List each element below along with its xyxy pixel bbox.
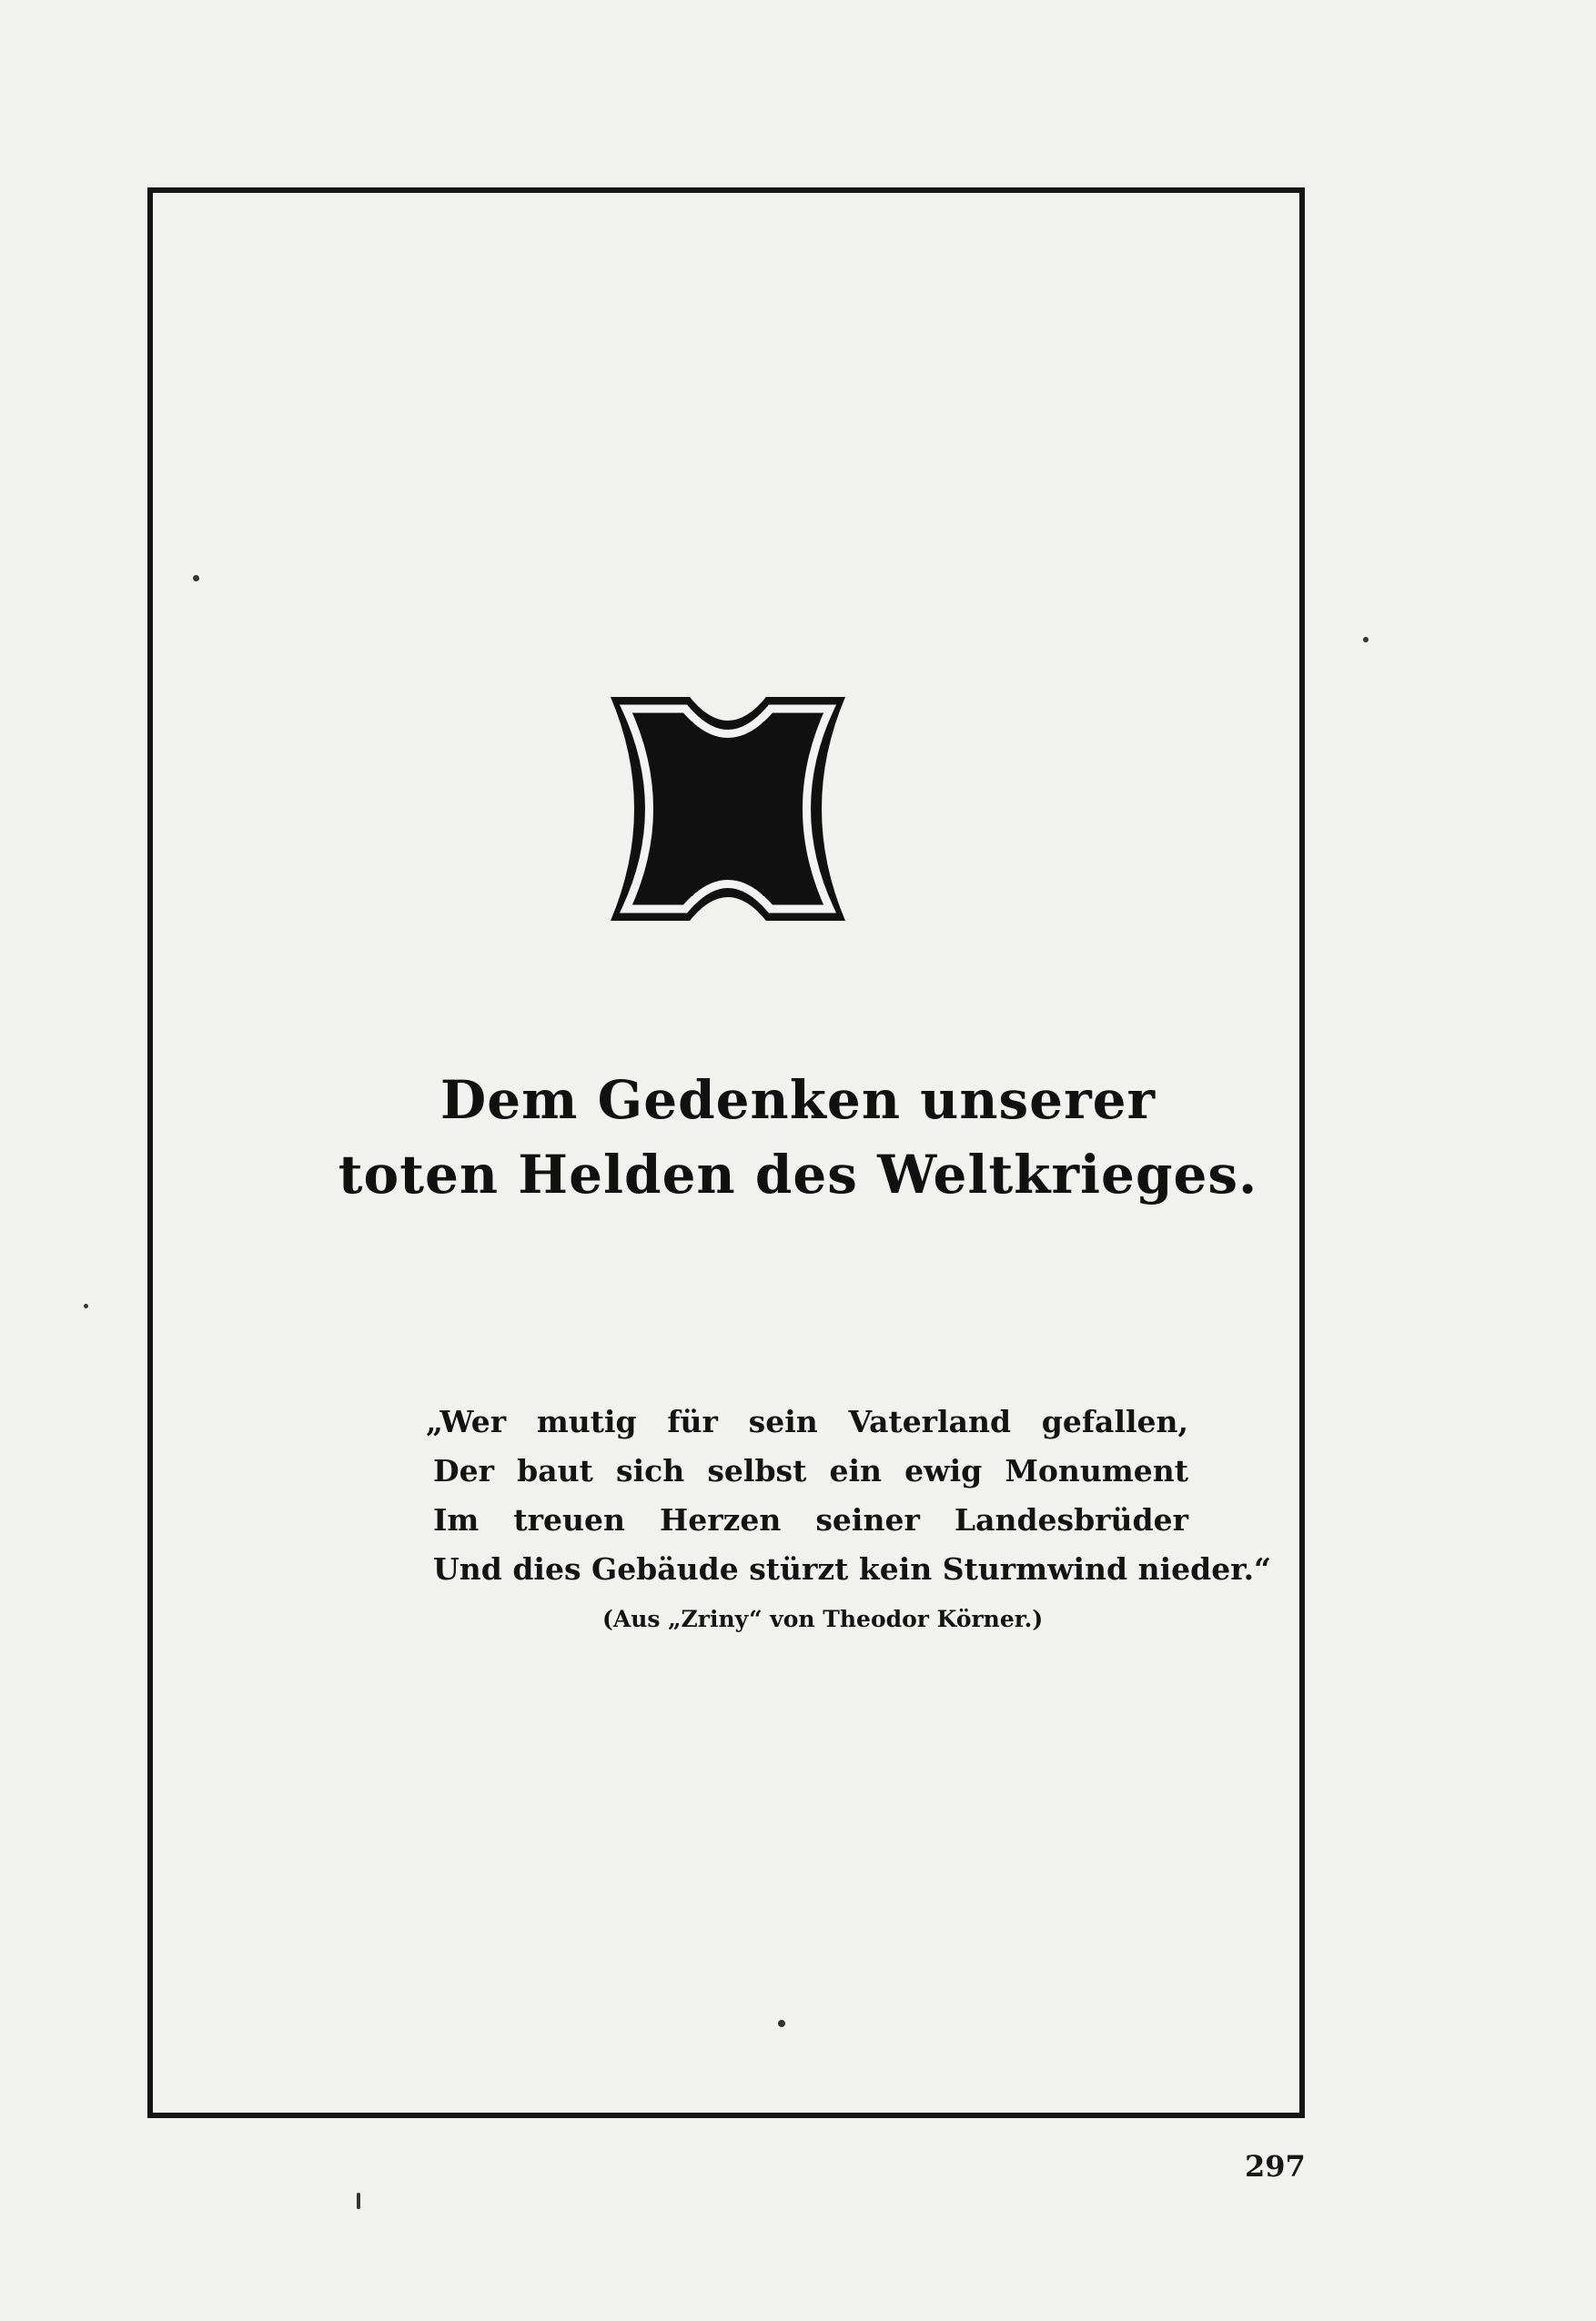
iron-cross-icon (611, 697, 845, 921)
print-speck (778, 2020, 785, 2027)
page-number: 297 (1245, 2149, 1306, 2184)
print-speck (357, 2193, 360, 2209)
poem-line-4: Und dies Gebäude stürzt kein Sturmwind nieder.“ (433, 1551, 1272, 1587)
print-speck (193, 575, 199, 581)
memorial-heading-line-2: toten Helden des Weltkrieges. (338, 1144, 1258, 1206)
poem-line-1: „Wer mutig für sein Vaterland gefallen, (426, 1404, 1188, 1439)
print-speck (84, 1304, 88, 1308)
print-speck (1363, 637, 1369, 642)
poem-attribution: (Aus „Zriny“ von Theodor Körner.) (602, 1606, 1044, 1632)
poem-line-2: Der baut sich selbst ein ewig Monument (433, 1453, 1188, 1488)
memorial-poem (426, 1398, 1272, 1594)
memorial-heading-line-1: Dem Gedenken unserer (439, 1069, 1157, 1131)
poem-line-3: Im treuen Herzen seiner Landesbrüder (433, 1502, 1188, 1538)
